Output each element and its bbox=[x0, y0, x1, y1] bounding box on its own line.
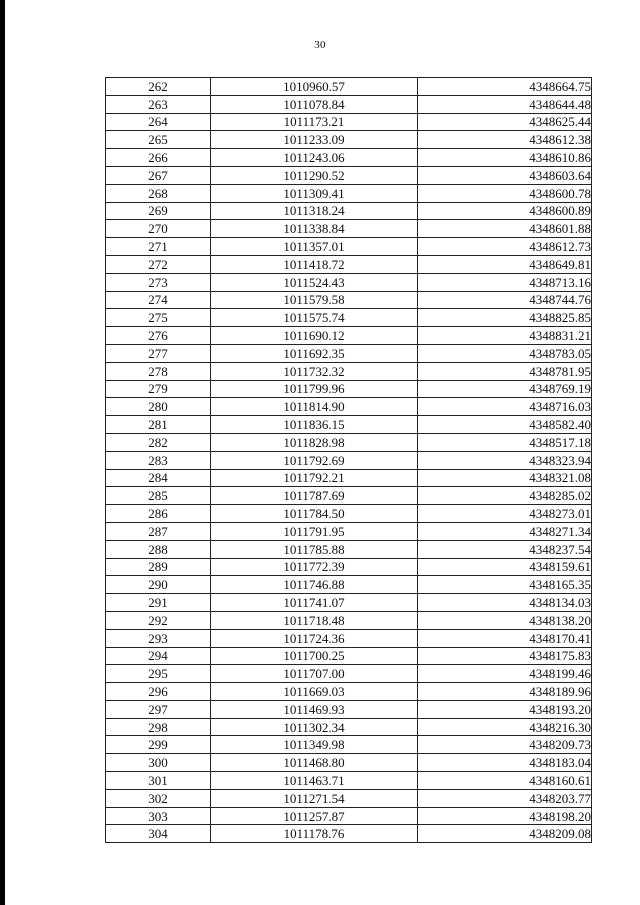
table-row bbox=[106, 309, 592, 327]
point-number-cell: 283 bbox=[106, 451, 211, 469]
y-coordinate-cell: 4348198.20 bbox=[418, 807, 592, 825]
y-coordinate-cell: 4348321.08 bbox=[418, 469, 592, 487]
y-coordinate-cell: 4348601.88 bbox=[418, 220, 592, 238]
x-coordinate-cell: 1011772.39 bbox=[211, 558, 418, 576]
table-row bbox=[106, 255, 592, 273]
table-row bbox=[106, 238, 592, 256]
x-coordinate-cell: 1011746.88 bbox=[211, 576, 418, 594]
x-coordinate-cell: 1011836.15 bbox=[211, 416, 418, 434]
x-coordinate-cell: 1011257.87 bbox=[211, 807, 418, 825]
y-coordinate-cell: 4348189.96 bbox=[418, 683, 592, 701]
y-coordinate-cell: 4348625.44 bbox=[418, 113, 592, 131]
x-coordinate-cell: 1011524.43 bbox=[211, 273, 418, 291]
point-number-cell: 278 bbox=[106, 362, 211, 380]
table-row bbox=[106, 202, 592, 220]
table-row bbox=[106, 451, 592, 469]
page-number: 30 bbox=[314, 39, 326, 51]
point-number-cell: 291 bbox=[106, 594, 211, 612]
table-row bbox=[106, 807, 592, 825]
x-coordinate-cell: 1011799.96 bbox=[211, 380, 418, 398]
table-row bbox=[106, 113, 592, 131]
x-coordinate-cell: 1011828.98 bbox=[211, 433, 418, 451]
table-row bbox=[106, 754, 592, 772]
y-coordinate-cell: 4348183.04 bbox=[418, 754, 592, 772]
x-coordinate-cell: 1011792.21 bbox=[211, 469, 418, 487]
point-number-cell: 293 bbox=[106, 629, 211, 647]
point-number-cell: 269 bbox=[106, 202, 211, 220]
coordinates-table-body bbox=[106, 78, 592, 843]
table-row bbox=[106, 398, 592, 416]
y-coordinate-cell: 4348612.73 bbox=[418, 238, 592, 256]
y-coordinate-cell: 4348199.46 bbox=[418, 665, 592, 683]
table-row bbox=[106, 558, 592, 576]
y-coordinate-cell: 4348781.95 bbox=[418, 362, 592, 380]
y-coordinate-cell: 4348600.89 bbox=[418, 202, 592, 220]
point-number-cell: 300 bbox=[106, 754, 211, 772]
point-number-cell: 281 bbox=[106, 416, 211, 434]
y-coordinate-cell: 4348716.03 bbox=[418, 398, 592, 416]
y-coordinate-cell: 4348216.30 bbox=[418, 718, 592, 736]
x-coordinate-cell: 1011173.21 bbox=[211, 113, 418, 131]
x-coordinate-cell: 1011338.84 bbox=[211, 220, 418, 238]
x-coordinate-cell: 1011463.71 bbox=[211, 772, 418, 790]
table-row bbox=[106, 825, 592, 843]
y-coordinate-cell: 4348285.02 bbox=[418, 487, 592, 505]
y-coordinate-cell: 4348165.35 bbox=[418, 576, 592, 594]
y-coordinate-cell: 4348517.18 bbox=[418, 433, 592, 451]
table-row bbox=[106, 95, 592, 113]
point-number-cell: 274 bbox=[106, 291, 211, 309]
x-coordinate-cell: 1011349.98 bbox=[211, 736, 418, 754]
table-row bbox=[106, 487, 592, 505]
table-row bbox=[106, 362, 592, 380]
point-number-cell: 296 bbox=[106, 683, 211, 701]
point-number-cell: 287 bbox=[106, 522, 211, 540]
y-coordinate-cell: 4348610.86 bbox=[418, 149, 592, 167]
y-coordinate-cell: 4348203.77 bbox=[418, 789, 592, 807]
point-number-cell: 301 bbox=[106, 772, 211, 790]
point-number-cell: 275 bbox=[106, 309, 211, 327]
point-number-cell: 284 bbox=[106, 469, 211, 487]
table-row bbox=[106, 344, 592, 362]
y-coordinate-cell: 4348175.83 bbox=[418, 647, 592, 665]
y-coordinate-cell: 4348831.21 bbox=[418, 327, 592, 345]
x-coordinate-cell: 1011243.06 bbox=[211, 149, 418, 167]
point-number-cell: 276 bbox=[106, 327, 211, 345]
table-row bbox=[106, 736, 592, 754]
point-number-cell: 273 bbox=[106, 273, 211, 291]
page-edge-bar bbox=[0, 0, 5, 905]
x-coordinate-cell: 1011724.36 bbox=[211, 629, 418, 647]
y-coordinate-cell: 4348582.40 bbox=[418, 416, 592, 434]
y-coordinate-cell: 4348783.05 bbox=[418, 344, 592, 362]
point-number-cell: 282 bbox=[106, 433, 211, 451]
point-number-cell: 264 bbox=[106, 113, 211, 131]
point-number-cell: 292 bbox=[106, 611, 211, 629]
x-coordinate-cell: 1011814.90 bbox=[211, 398, 418, 416]
table-row bbox=[106, 505, 592, 523]
y-coordinate-cell: 4348744.76 bbox=[418, 291, 592, 309]
table-row bbox=[106, 718, 592, 736]
y-coordinate-cell: 4348160.61 bbox=[418, 772, 592, 790]
y-coordinate-cell: 4348170.41 bbox=[418, 629, 592, 647]
point-number-cell: 290 bbox=[106, 576, 211, 594]
point-number-cell: 280 bbox=[106, 398, 211, 416]
point-number-cell: 270 bbox=[106, 220, 211, 238]
point-number-cell: 272 bbox=[106, 255, 211, 273]
point-number-cell: 271 bbox=[106, 238, 211, 256]
x-coordinate-cell: 1011302.34 bbox=[211, 718, 418, 736]
table-row bbox=[106, 647, 592, 665]
table-row bbox=[106, 291, 592, 309]
y-coordinate-cell: 4348644.48 bbox=[418, 95, 592, 113]
x-coordinate-cell: 1011418.72 bbox=[211, 255, 418, 273]
table-row bbox=[106, 789, 592, 807]
point-number-cell: 297 bbox=[106, 700, 211, 718]
x-coordinate-cell: 1011078.84 bbox=[211, 95, 418, 113]
y-coordinate-cell: 4348209.73 bbox=[418, 736, 592, 754]
table-row bbox=[106, 629, 592, 647]
table-row bbox=[106, 665, 592, 683]
y-coordinate-cell: 4348138.20 bbox=[418, 611, 592, 629]
x-coordinate-cell: 1011784.50 bbox=[211, 505, 418, 523]
x-coordinate-cell: 1011792.69 bbox=[211, 451, 418, 469]
table-row bbox=[106, 469, 592, 487]
point-number-cell: 266 bbox=[106, 149, 211, 167]
y-coordinate-cell: 4348134.03 bbox=[418, 594, 592, 612]
x-coordinate-cell: 1011690.12 bbox=[211, 327, 418, 345]
x-coordinate-cell: 1011707.00 bbox=[211, 665, 418, 683]
point-number-cell: 289 bbox=[106, 558, 211, 576]
point-number-cell: 303 bbox=[106, 807, 211, 825]
x-coordinate-cell: 1011318.24 bbox=[211, 202, 418, 220]
x-coordinate-cell: 1011732.32 bbox=[211, 362, 418, 380]
y-coordinate-cell: 4348209.08 bbox=[418, 825, 592, 843]
x-coordinate-cell: 1011692.35 bbox=[211, 344, 418, 362]
y-coordinate-cell: 4348271.34 bbox=[418, 522, 592, 540]
point-number-cell: 263 bbox=[106, 95, 211, 113]
y-coordinate-cell: 4348273.01 bbox=[418, 505, 592, 523]
table-row bbox=[106, 576, 592, 594]
y-coordinate-cell: 4348713.16 bbox=[418, 273, 592, 291]
table-row bbox=[106, 184, 592, 202]
table-row bbox=[106, 149, 592, 167]
point-number-cell: 299 bbox=[106, 736, 211, 754]
point-number-cell: 294 bbox=[106, 647, 211, 665]
point-number-cell: 279 bbox=[106, 380, 211, 398]
y-coordinate-cell: 4348323.94 bbox=[418, 451, 592, 469]
x-coordinate-cell: 1011233.09 bbox=[211, 131, 418, 149]
table-row bbox=[106, 166, 592, 184]
x-coordinate-cell: 1011468.80 bbox=[211, 754, 418, 772]
x-coordinate-cell: 1010960.57 bbox=[211, 78, 418, 96]
x-coordinate-cell: 1011271.54 bbox=[211, 789, 418, 807]
y-coordinate-cell: 4348159.61 bbox=[418, 558, 592, 576]
table-row bbox=[106, 700, 592, 718]
table-row bbox=[106, 772, 592, 790]
point-number-cell: 304 bbox=[106, 825, 211, 843]
x-coordinate-cell: 1011357.01 bbox=[211, 238, 418, 256]
point-number-cell: 302 bbox=[106, 789, 211, 807]
x-coordinate-cell: 1011579.58 bbox=[211, 291, 418, 309]
point-number-cell: 262 bbox=[106, 78, 211, 96]
point-number-cell: 286 bbox=[106, 505, 211, 523]
point-number-cell: 295 bbox=[106, 665, 211, 683]
y-coordinate-cell: 4348769.19 bbox=[418, 380, 592, 398]
x-coordinate-cell: 1011469.93 bbox=[211, 700, 418, 718]
table-row bbox=[106, 611, 592, 629]
x-coordinate-cell: 1011741.07 bbox=[211, 594, 418, 612]
table-row bbox=[106, 380, 592, 398]
table-row bbox=[106, 594, 592, 612]
x-coordinate-cell: 1011669.03 bbox=[211, 683, 418, 701]
y-coordinate-cell: 4348237.54 bbox=[418, 540, 592, 558]
x-coordinate-cell: 1011575.74 bbox=[211, 309, 418, 327]
x-coordinate-cell: 1011309.41 bbox=[211, 184, 418, 202]
point-number-cell: 288 bbox=[106, 540, 211, 558]
x-coordinate-cell: 1011700.25 bbox=[211, 647, 418, 665]
x-coordinate-cell: 1011787.69 bbox=[211, 487, 418, 505]
point-number-cell: 267 bbox=[106, 166, 211, 184]
table-row bbox=[106, 433, 592, 451]
x-coordinate-cell: 1011290.52 bbox=[211, 166, 418, 184]
coordinates-table bbox=[105, 77, 592, 843]
table-row bbox=[106, 78, 592, 96]
point-number-cell: 285 bbox=[106, 487, 211, 505]
x-coordinate-cell: 1011178.76 bbox=[211, 825, 418, 843]
point-number-cell: 268 bbox=[106, 184, 211, 202]
y-coordinate-cell: 4348193.20 bbox=[418, 700, 592, 718]
table-row bbox=[106, 416, 592, 434]
table-row bbox=[106, 273, 592, 291]
table-row bbox=[106, 131, 592, 149]
y-coordinate-cell: 4348603.64 bbox=[418, 166, 592, 184]
table-row bbox=[106, 683, 592, 701]
point-number-cell: 298 bbox=[106, 718, 211, 736]
y-coordinate-cell: 4348649.81 bbox=[418, 255, 592, 273]
point-number-cell: 277 bbox=[106, 344, 211, 362]
table-row bbox=[106, 522, 592, 540]
y-coordinate-cell: 4348664.75 bbox=[418, 78, 592, 96]
table-row bbox=[106, 540, 592, 558]
point-number-cell: 265 bbox=[106, 131, 211, 149]
table-row bbox=[106, 220, 592, 238]
x-coordinate-cell: 1011791.95 bbox=[211, 522, 418, 540]
x-coordinate-cell: 1011785.88 bbox=[211, 540, 418, 558]
y-coordinate-cell: 4348600.78 bbox=[418, 184, 592, 202]
x-coordinate-cell: 1011718.48 bbox=[211, 611, 418, 629]
y-coordinate-cell: 4348612.38 bbox=[418, 131, 592, 149]
table-row bbox=[106, 327, 592, 345]
y-coordinate-cell: 4348825.85 bbox=[418, 309, 592, 327]
